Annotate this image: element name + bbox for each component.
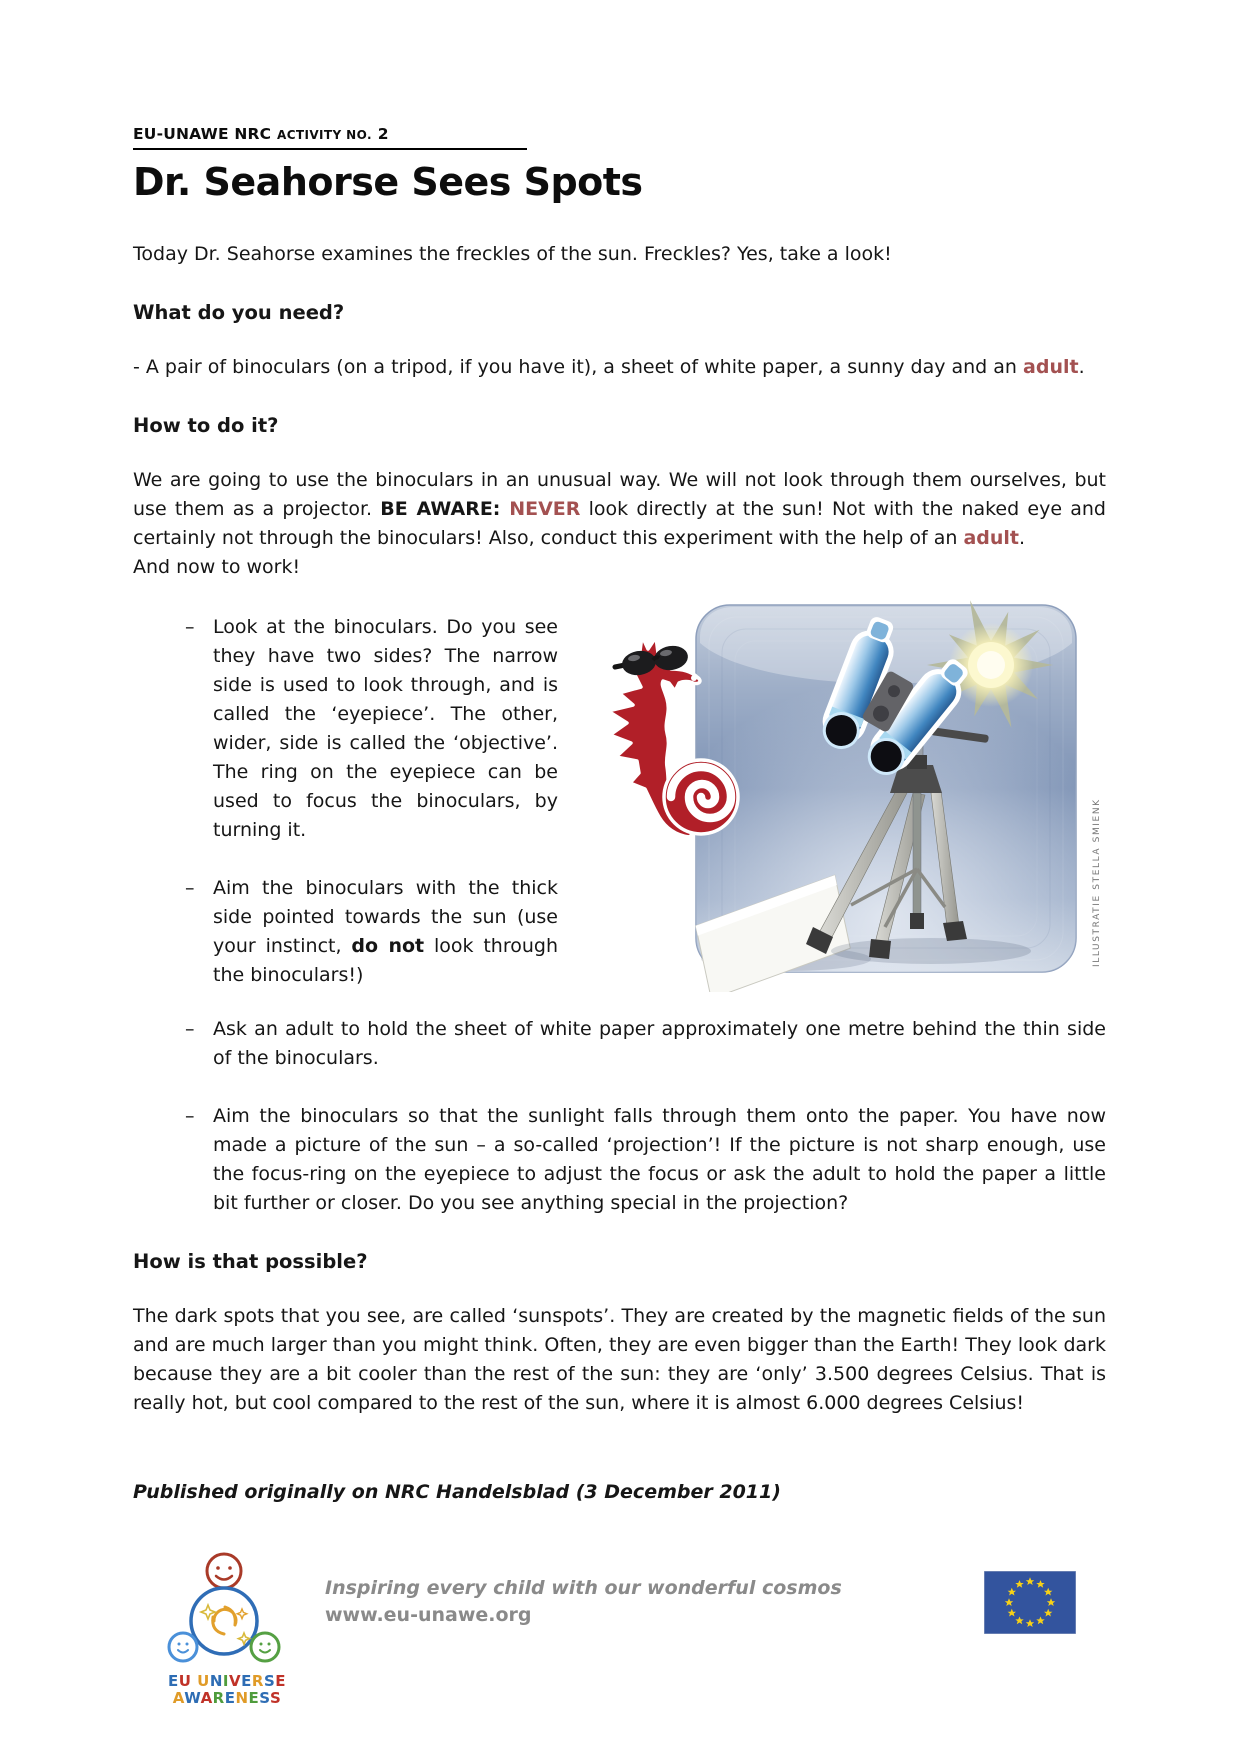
list-dash: – [185,1105,195,1127]
eu-flag [984,1571,1076,1638]
step-2c: look through the binoculars!) [213,935,558,986]
how-adult-highlight: adult [963,527,1019,549]
step-2a: Aim the binoculars with the thick side pointed towards the sun (use your instinct, [213,877,558,957]
steps-list-top [133,613,558,990]
need-period: . [1078,356,1085,378]
header-label [133,124,527,150]
step-2-text [213,877,558,986]
need-adult-highlight: adult [1023,356,1079,378]
how-period: . [1019,527,1026,549]
footer-tagline-block [325,1575,842,1629]
how-paragraph [133,466,1106,582]
heading-what-do-you-need: What do you need? [133,301,345,324]
header-brand: EU-UNAWE NRC [133,125,272,143]
be-aware-highlight: BE AWARE: [380,498,510,520]
list-item [133,1015,1106,1073]
step-3-text: Ask an adult to hold the sheet of white paper approximately one metre behind the thin side of the binoculars. [213,1018,1106,1069]
logo-wordmark-line1: EU UNIVERSE [168,1672,286,1690]
seahorse-binoculars-illustration [601,587,1106,992]
list-item [133,613,558,845]
how-text-2: look directly at the sun! Not with the naked eye and certainly not through the binoculars! Also, conduct this experiment with the help of an [133,498,1106,549]
step-4-text: Aim the binoculars so that the sunlight falls through them onto the paper. You have now made a picture of the sun – a so-called ‘projection’! If the picture is not sharp enough, use the focus-ring on the eyepiece to adjust the focus or ask the adult to hold the paper a little bit further or closer. Do you see anything special in the projection? [213,1105,1106,1214]
list-dash: – [185,616,195,638]
steps-and-illustration [133,613,1106,1019]
list-dash: – [185,1018,195,1040]
heading-how-is-that-possible: How is that possible? [133,1250,368,1273]
eu-unawe-logo-graphic [152,1549,302,1669]
steps-list-bottom [133,1015,1106,1218]
need-text: - A pair of binoculars (on a tripod, if you have it), a sheet of white paper, a sunny day and an [133,356,1024,378]
intro-paragraph: Today Dr. Seahorse examines the freckles of the sun. Freckles? Yes, take a look! [133,243,892,265]
page-title: Dr. Seahorse Sees Spots [133,160,643,204]
step-2-do-not: do not [351,935,425,957]
never-highlight: NEVER [509,498,581,520]
now-to-work: And now to work! [133,556,301,578]
logo-wordmark-line2: AWARENESS [172,1689,282,1707]
footer-tagline: Inspiring every child with our wonderful cosmos [325,1577,842,1599]
seahorse-tail-spiral [664,760,738,834]
how-text-1: We are going to use the binoculars in an unusual way. We will not look through them ourselves, but use them as a projector. [133,469,1106,520]
heading-how-to-do-it: How to do it? [133,414,279,437]
page-footer [133,1549,1106,1707]
step-1-text: Look at the binoculars. Do you see they have two sides? The narrow side is used to look through, and is called the ‘eyepiece’. The other, wider, side is called the ‘objective’. The ring on the eyepiece can be used to focus the binoculars, by turning it. [213,616,558,841]
list-dash: – [185,877,195,899]
possible-paragraph: The dark spots that you see, are called ‘sunspots’. They are created by the magnetic fields of the sun and are much larger than you might think. Often, they are even bigger than the Earth! They look dark because they are a bit cooler than the rest of the sun: they are ‘only’ 3.500 degrees Celsius. That is really hot, but cool compared to the rest of the sun, where it is almost 6.000 degrees Celsius! [133,1305,1106,1414]
illustration-credit: ILLUSTRATIE STELLA SMIENK [1092,798,1102,967]
need-paragraph [133,353,1106,382]
eu-unawe-logo [143,1549,311,1707]
footer-url: www.eu-unawe.org [325,1604,532,1626]
list-item [133,874,558,990]
list-item [133,1102,1106,1218]
header-number: 2 [377,125,389,143]
header-activity: ACTIVITY NO. [277,128,372,142]
published-note: Published originally on NRC Handelsblad (3 December 2011) [133,1481,781,1503]
seahorse-snout-tip [691,675,697,681]
